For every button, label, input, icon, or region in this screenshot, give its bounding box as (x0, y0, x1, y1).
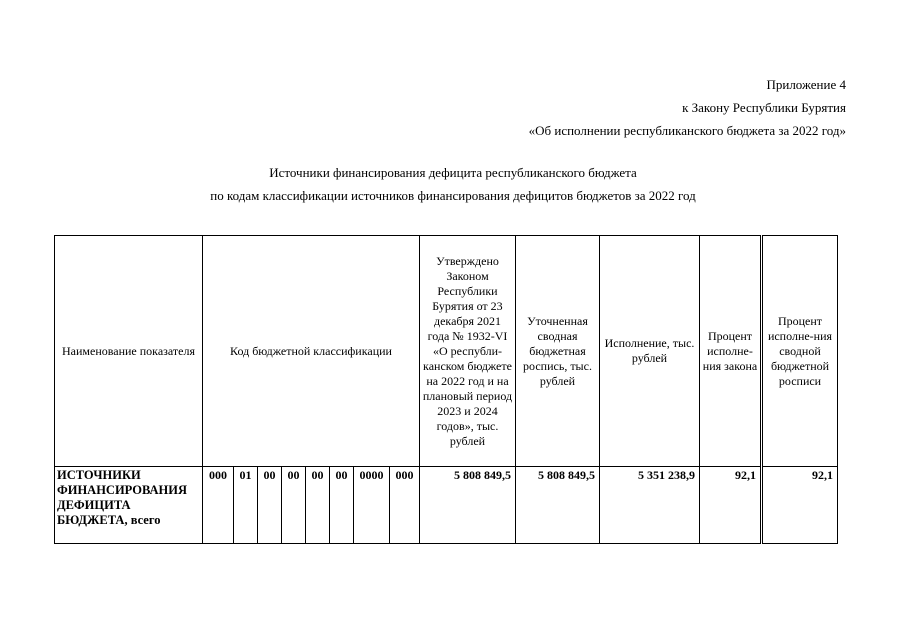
header-pct-list: Процент исполне-ния сводной бюджетной росписи (762, 236, 838, 467)
header-refined: Уточненная сводная бюджетная роспись, тыс. рублей (516, 236, 600, 467)
code-part-5: 00 (306, 467, 330, 544)
row-pct-list: 92,1 (762, 467, 838, 544)
table-row (55, 467, 838, 544)
document-subtitle: по кодам классификации источников финансирования дефицитов бюджетов за 2022 год (210, 188, 696, 203)
code-part-3: 00 (258, 467, 282, 544)
appendix-law: к Закону Республики Бурятия (682, 100, 846, 115)
header-execution: Исполнение, тыс. рублей (600, 236, 700, 467)
code-part-6: 00 (330, 467, 354, 544)
code-part-2: 01 (234, 467, 258, 544)
appendix-number: Приложение 4 (766, 77, 846, 92)
header-code: Код бюджетной классификации (203, 236, 420, 467)
row-refined: 5 808 849,5 (516, 467, 600, 544)
row-approved: 5 808 849,5 (420, 467, 516, 544)
code-part-7: 0000 (354, 467, 390, 544)
code-part-4: 00 (282, 467, 306, 544)
row-name: ИСТОЧНИКИ ФИНАНСИРОВАНИЯ ДЕФИЦИТА БЮДЖЕТА, всего (55, 467, 203, 544)
header-pct-law: Процент исполне-ния закона (700, 236, 762, 467)
appendix-law-title: «Об исполнении республиканского бюджета за 2022 год» (528, 123, 846, 138)
code-part-1: 000 (203, 467, 234, 544)
row-pct-law: 92,1 (700, 467, 762, 544)
header-name: Наименование показателя (55, 236, 203, 467)
row-execution: 5 351 238,9 (600, 467, 700, 544)
document-title: Источники финансирования дефицита республиканского бюджета (269, 165, 637, 180)
sources-table (54, 235, 838, 544)
code-part-8: 000 (390, 467, 420, 544)
header-approved: Утверждено Законом Республики Бурятия от 23 декабря 2021 года № 1932-VI «О республи-канском бюджете на 2022 год и на плановый период 2023 и 2024 годов», тыс. рублей (420, 236, 516, 467)
table-header-row (55, 236, 838, 467)
